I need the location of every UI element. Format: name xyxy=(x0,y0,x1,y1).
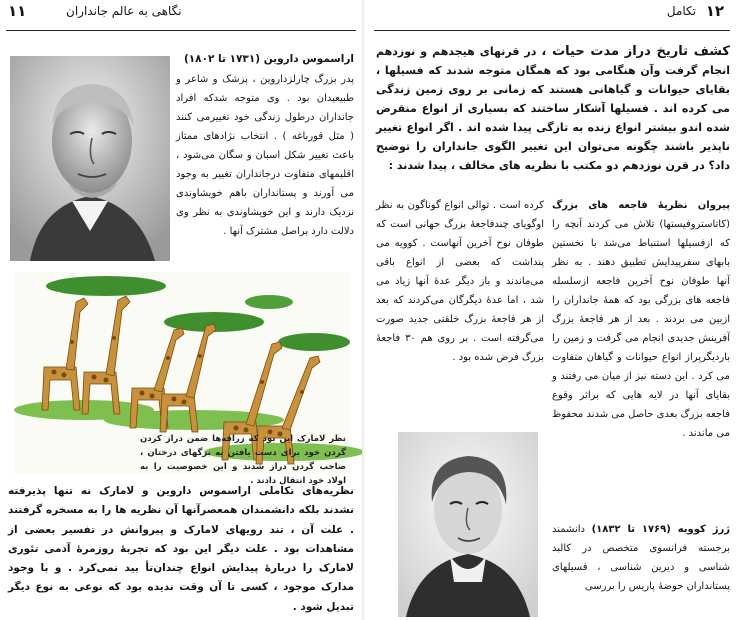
running-head: نگاهی به عالم جانداران xyxy=(66,4,182,18)
intro-paragraph xyxy=(376,42,730,194)
cuvier-text: دانشمند برجسته فرانسوی متخصص در کالبد شناسی و دیرین شناسی ، فسیلهای پستانداران حوضهٔ پاریس را بررسی xyxy=(552,524,730,592)
page-number: ۱۲ xyxy=(705,2,724,20)
cuvier-heading: ژرژ کوویه (۱۷۶۹ تا ۱۸۳۲) xyxy=(591,524,730,535)
catastrophe-paragraph xyxy=(552,196,730,516)
bottom-paragraph: نظریه‌های تکاملی اراسموس داروین و لامارک نه تنها پذیرفته نشدند بلکه دانشمندان همعصرآنها آن نظریه ها را به مسخره گرفتند . علت آن ، تند رویهای لامارک و پیروانش در تفسیر بعضی از مشاهدات بود . علت دیگر این بود که تجربه‌ٔ روزمرهٔ آدمی تئوری لامارک را درباره‌ٔ پیدایش انواع چندان‌تأ بید نمی‌کرد . و با وجود مدارک موجود ، کسی تا آن وقت ندیده بود که نوعی به نوع دیگر تبدیل شود . xyxy=(8,485,354,613)
intro-heading: کشف تاریخ دراز مدت حیات ، xyxy=(541,44,730,59)
header-rule xyxy=(374,30,730,31)
catastrophe-continuation: کرده است . توالی انواع گوناگون به نظر اوگویای چندفاجعهٔ بزرگ جهانی است که طوفان نوح آخرین آنهاست . کوویه می پنداشت که بعضی از انواع باقی می‌ماندند و باز دیگر عدهٔ آنها زیاد می شد ، اما عدهٔ دیگرگان می‌کردند که بعد از هر فاجعهٔ بزرگ خلقتی جدید صورت می‌گرفته است . بر روی هم ۳۰ فاجعهٔ بزرگ فرض شده بود . xyxy=(376,200,544,363)
erasmus-heading: اراسموس داروین (۱۷۳۱ تا ۱۸۰۲) xyxy=(183,53,354,65)
erasmus-text: پدر بزرگ چارلزداروین ، پزشک و شاعر و طبیعیدان بود . وی متوجه شدکه افراد جانداران درطول زندگی خود تغییرمی کنند ( مثل قورباغه ) . انتخاب نژادهای ممتاز باعث تغییر شکل اسبان و سگان می‌شود ، اقلیمهای متفاوت درجانداران تغییر به وجود می آورند و پستانداران باهم خویشاوندی نزدیک دارند و این خویشاوندی به نظر وی دلالت دارد براصل مشترک آنها . xyxy=(176,74,354,237)
header-rule xyxy=(6,30,356,31)
figure-caption: نظر لامارک این بود که زرافه‌ها ضمن دراز کردن گردن خود برای دست یافتن به برگهای درختان ، صاحب گردن دراز شدند و این خصوصیت را به اولاد خود انتقال دادند . xyxy=(140,434,346,486)
cuvier-paragraph xyxy=(552,520,730,618)
intro-text: در قرنهای هیجدهم و نوزدهم انجام گرفت وآن هنگامی بود که همگان متوجه شدند که فسیلها ، بقایای حیوانات و گیاهانی هستند که زمانی بر روی زمین زندگی می کرده اند . فسیلها آشکار ساختند که بسیاری از انواع منقرض شده اندو بیشتر انواع زنده به تازگی پیدا شده اند . اگر انواع تغییر ناپذیر باشند چگونه می‌توان این تغییر الگوی جانداران را توضیح داد؟ در قرن نوزدهم دو مکتب با نظریه های مخالف ، پیدا شدند : xyxy=(376,45,730,172)
erasmus-darwin-portrait xyxy=(10,56,170,261)
cuvier-portrait xyxy=(398,432,538,617)
right-page xyxy=(368,0,736,620)
running-head: تکامل xyxy=(666,4,696,18)
left-page xyxy=(0,0,362,620)
page-number: ۱۱ xyxy=(8,2,27,20)
catastrophe-heading: پیروان نظریهٔ فاجعه های بزرگ xyxy=(552,200,730,211)
catastrophe-text: (کاتاستروفیستها) تلاش می کردند آنچه را که ازفسیلها استنباط می‌شد با نخستین بابهای سفرپیدایش تطبیق دهند . به نظر آنها طوفان نوح آخرین فاجعه ازسلسله فاجعه های بزرگی بود که همهٔ جانداران را ازبین می بردند . بعد از هر فاجعهٔ بزرگ آفرینش جدیدی انجام می گرفت و زمین را باردیگرپراز انواع حیوانات و گیاهان متفاوت می کرد . این دسته نیز از میان می رفتند و بقایای آنها در لایه هایی که براثر وقوع فاجعه بزرگ بعدی حاصل می شدند محفوظ می ماندند . xyxy=(552,219,730,439)
